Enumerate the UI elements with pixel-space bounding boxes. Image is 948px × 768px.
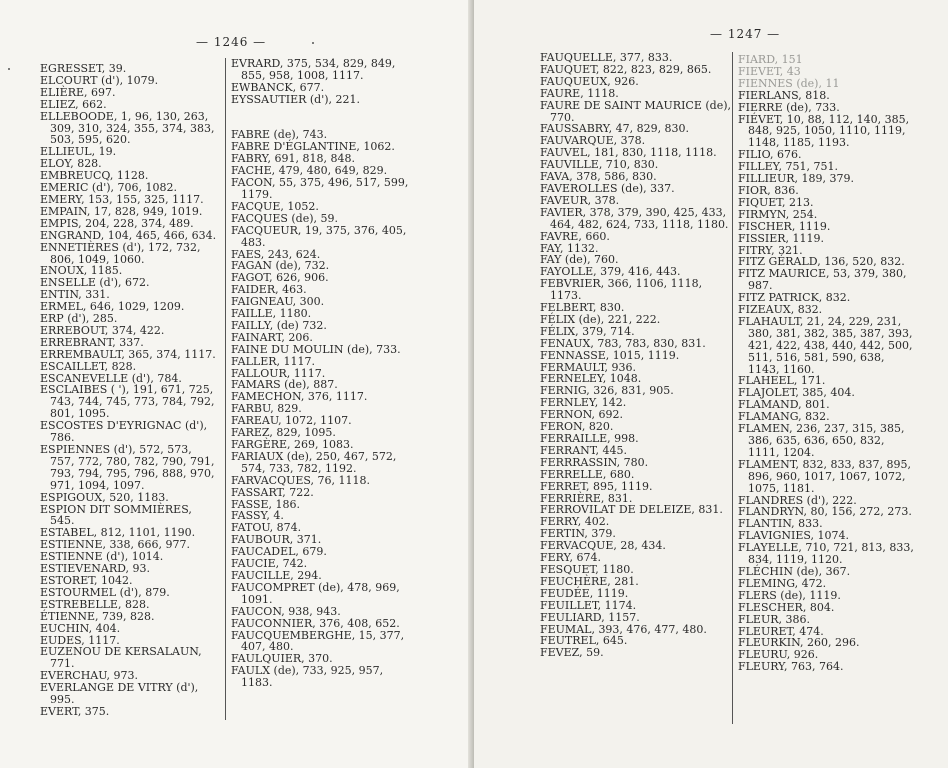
index-entry: FLESCHER, 804. xyxy=(738,600,835,614)
index-entry: FASSART, 722. xyxy=(231,485,314,499)
index-entry: FERON, 820. xyxy=(540,420,614,434)
right-page xyxy=(474,0,948,768)
index-entry: FIRMYN, 254. xyxy=(738,207,818,221)
index-entry: FALLOUR, 1117. xyxy=(231,366,326,380)
index-entry: FABRE (de), 743. xyxy=(231,128,328,142)
index-entry: FACHE, 479, 480, 649, 829. xyxy=(231,164,388,178)
index-entry: FEUTREL, 645. xyxy=(540,634,628,648)
index-entry: FERNON, 692. xyxy=(540,408,623,422)
index-entry: FAUCQUEMBERGHE, 15, 377, 407, 480. xyxy=(231,628,405,654)
index-entry: EUDES, 1117. xyxy=(40,633,120,647)
index-entry: FAUCADEL, 679. xyxy=(231,545,327,559)
index-entry: ESTOURMEL (d'), 879. xyxy=(40,585,170,599)
index-entry: FAUQUET, 822, 823, 829, 865. xyxy=(540,62,712,76)
index-entry: EUZENOU DE KERSALAUN, 771. xyxy=(40,645,202,671)
index-entry: FIZEAUX, 832. xyxy=(738,303,823,317)
index-entry: FITZ GÉRALD, 136, 520, 832. xyxy=(738,255,905,269)
index-entry: FENNASSE, 1015, 1119. xyxy=(540,348,680,362)
index-entry: FLAMEN, 236, 237, 315, 385, 386, 635, 636, 650, 832, 1111, 1204. xyxy=(738,422,905,459)
index-entry: FITZ MAURICE, 53, 379, 380, 987. xyxy=(738,267,907,293)
index-entry: EMPIS, 204, 228, 374, 489. xyxy=(40,216,194,230)
index-entry: FALLER, 1117. xyxy=(231,354,316,368)
index-entry: EMERIC (d'), 706, 1082. xyxy=(40,181,177,195)
index-entry: EMERY, 153, 155, 325, 1117. xyxy=(40,192,204,206)
index-entry: FÉLIX (de), 221, 222. xyxy=(540,312,661,326)
index-entry: FESQUET, 1180. xyxy=(540,562,634,576)
index-entry: ESCANEVELLE (d'), 784. xyxy=(40,371,182,385)
index-entry: FIÉVET, 10, 88, 112, 140, 385, 848, 925, 1050, 1110, 1119, 1148, 1185, 1193. xyxy=(738,112,910,150)
speck xyxy=(8,68,10,70)
index-entry: FAY, 1132. xyxy=(540,241,599,255)
index-entry: FAMARS (de), 887. xyxy=(231,378,338,392)
index-entry xyxy=(231,106,411,118)
index-entry: ESCOSTES D'EYRIGNAC (d'), 786. xyxy=(40,419,208,445)
index-entry: FARGÈRE, 269, 1083. xyxy=(231,438,354,451)
index-entry: FILLIEUR, 189, 379. xyxy=(738,172,854,186)
index-entry: ESTIENNE (d'), 1014. xyxy=(40,550,164,564)
index-entry: ERP (d'), 285. xyxy=(40,312,118,326)
index-entry: FEUDÉE, 1119. xyxy=(540,586,629,600)
index-entry: FEUCHÈRE, 281. xyxy=(540,574,639,588)
index-entry: ENNETIÈRES (d'), 172, 732, 806, 1049, 1060. xyxy=(40,240,201,266)
index-entry: FAGOT, 626, 906. xyxy=(231,271,329,285)
index-entry: FEUILLET, 1174. xyxy=(540,598,637,612)
index-entry: FIARD, 151 xyxy=(738,53,803,66)
index-entry: ESCAILLET, 828. xyxy=(40,359,137,373)
index-entry: FAMECHON, 376, 1117. xyxy=(231,390,368,404)
index-entry: FAUBOUR, 371. xyxy=(231,533,322,547)
index-entry: FLAMANG, 832. xyxy=(738,410,830,424)
index-entry: FIERRE (de), 733. xyxy=(738,100,840,114)
index-entry: FLEUR, 386. xyxy=(738,612,811,626)
index-entry: ERMEL, 646, 1029, 1209. xyxy=(40,300,185,314)
page-number: — 1246 — xyxy=(196,35,267,49)
index-entry: EWBANCK, 677. xyxy=(231,80,325,94)
index-entry: FAVIER, 378, 379, 390, 425, 433, 464, 482, 624, 733, 1118, 1180. xyxy=(540,205,729,231)
index-entry: FERROVILAT DE DELEIZE, 831. xyxy=(540,503,723,517)
index-entry: FACQUEUR, 19, 375, 376, 405, 483. xyxy=(231,223,407,249)
index-entry: FILIO, 676. xyxy=(738,148,802,162)
index-entry: EVERLANGE DE VITRY (d'), 995. xyxy=(40,681,199,707)
index-column-1 xyxy=(40,63,218,718)
index-entry: FÉLIX, 379, 714. xyxy=(540,324,635,338)
index-entry: ESTIENNE, 338, 666, 977. xyxy=(40,538,191,552)
index-entry: ENGRAND, 104, 465, 466, 634. xyxy=(40,228,217,242)
index-entry: FLEMING, 472. xyxy=(738,576,827,590)
index-entry: FERNIG, 326, 831, 905. xyxy=(540,384,674,398)
index-column-2 xyxy=(738,54,918,673)
index-entry: ÉTIENNE, 739, 828. xyxy=(40,609,155,623)
index-entry: FAREZ, 829, 1095. xyxy=(231,426,336,440)
index-entry: ESTIEVENARD, 93. xyxy=(40,562,151,576)
index-entry: ELCOURT (d'), 1079. xyxy=(40,73,159,87)
index-entry: FABRY, 691, 818, 848. xyxy=(231,152,355,166)
index-entry: FAUSSABRY, 47, 829, 830. xyxy=(540,122,690,136)
index-entry: FLAJOLET, 385, 404. xyxy=(738,386,855,400)
index-entry: ELLIEUL, 19. xyxy=(40,145,117,159)
index-entry: FAUCONNIER, 376, 408, 652. xyxy=(231,616,400,630)
index-entry: FISCHER, 1119. xyxy=(738,219,831,233)
index-entry: ELOY, 828. xyxy=(40,157,102,171)
index-entry: EGRESSET, 39. xyxy=(40,62,127,75)
index-entry: ESPIENNES (d'), 572, 573, 757, 772, 780, 782, 790, 791, 793, 794, 795, 796, 888, 970, 971, 1094, 1097. xyxy=(40,443,215,492)
index-entry: FIERLANS, 818. xyxy=(738,88,830,102)
index-entry: FARBU, 829. xyxy=(231,402,302,416)
index-entry: FAULQUIER, 370. xyxy=(231,652,333,666)
index-entry: FAILLY, (de) 732. xyxy=(231,318,327,332)
index-entry: FARVACQUES, 76, 1118. xyxy=(231,473,371,487)
index-entry: FLEURU, 926. xyxy=(738,648,819,662)
index-entry: FACON, 55, 375, 496, 517, 599, 1179. xyxy=(231,176,409,201)
index-entry: FACQUES (de), 59. xyxy=(231,211,339,225)
index-entry: FLEURET, 474. xyxy=(738,624,824,638)
index-entry: ENOUX, 1185. xyxy=(40,264,123,278)
index-entry: ESTABEL, 812, 1101, 1190. xyxy=(40,526,196,540)
index-entry: FILLEY, 751, 751. xyxy=(738,160,838,174)
index-entry: ERREBOUT, 374, 422. xyxy=(40,323,165,337)
index-entry: FERRRASSIN, 780. xyxy=(540,455,649,469)
index-entry: FIEVET, 43 xyxy=(738,64,801,78)
index-entry: FERNLEY, 142. xyxy=(540,396,627,410)
index-entry: ESTORET, 1042. xyxy=(40,573,133,587)
index-entry: FAULX (de), 733, 925, 957, 1183. xyxy=(231,664,384,690)
index-entry: FAUVARQUE, 378. xyxy=(540,134,646,148)
index-entry: FERVACQUE, 28, 434. xyxy=(540,539,666,553)
index-entry: FELBERT, 830. xyxy=(540,301,625,315)
index-entry: FAYOLLE, 379, 416, 443. xyxy=(540,265,681,279)
index-entry: ESCLAIBES ( '), 191, 671, 725, 743, 744, 745, 773, 784, 792, 801, 1095. xyxy=(40,383,215,421)
index-entry: FLÉCHIN (de), 367. xyxy=(738,564,851,578)
index-entry: FACQUE, 1052. xyxy=(231,199,319,213)
index-entry: EVERT, 375. xyxy=(40,704,110,718)
index-entry: FLANDRES (d'), 222. xyxy=(738,493,857,507)
index-entry: FAINE DU MOULIN (de), 733. xyxy=(231,342,401,356)
index-entry: ELIEZ, 662. xyxy=(40,97,107,111)
index-entry: FAES, 243, 624. xyxy=(231,247,321,261)
index-entry: FAVEROLLES (de), 337. xyxy=(540,181,675,195)
index-entry: FERRET, 895, 1119. xyxy=(540,479,653,493)
index-entry: FERRAILLE, 998. xyxy=(540,432,639,445)
column-divider xyxy=(225,58,226,720)
index-entry: FAURE DE SAINT MAURICE (de), 770. xyxy=(540,98,732,124)
index-entry: FAURE, 1118. xyxy=(540,86,619,100)
index-entry: FAINART, 206. xyxy=(231,330,313,344)
index-entry: ESTREBELLE, 828. xyxy=(40,597,150,611)
index-entry: ESPIGOUX, 520, 1183. xyxy=(40,490,169,504)
index-entry: FITRY, 321. xyxy=(738,243,803,257)
index-entry: FLERS (de), 1119. xyxy=(738,588,841,602)
index-entry: FISSIER, 1119. xyxy=(738,231,824,245)
index-entry: FERRELLE, 680. xyxy=(540,467,635,481)
index-entry: ENTIN, 331. xyxy=(40,288,110,302)
index-entry: FLAHAULT, 21, 24, 229, 231, 380, 381, 382, 385, 387, 393, 421, 422, 438, 440, 442, 500, 511, 516, 581, 590, 638, 1143, 1160. xyxy=(738,314,913,376)
index-entry: FAVRE, 660. xyxy=(540,229,610,243)
index-entry: ENSELLE (d'), 672. xyxy=(40,276,150,290)
index-entry: FIOR, 836. xyxy=(738,183,799,197)
index-entry: FAUCIE, 742. xyxy=(231,557,308,571)
index-entry: FAIDER, 463. xyxy=(231,283,307,297)
page-number: — 1247 — xyxy=(710,27,781,41)
index-entry: FLANDRYN, 80, 156, 272, 273. xyxy=(738,505,912,519)
index-entry: FLAYELLE, 710, 721, 813, 833, 834, 1119, 1120. xyxy=(738,541,914,567)
index-entry: FEULIARD, 1157. xyxy=(540,610,640,624)
index-entry: FAUCILLE, 294. xyxy=(231,568,322,582)
index-entry: FERRY, 402. xyxy=(540,515,610,529)
index-entry: FLAVIGNIES, 1074. xyxy=(738,529,850,543)
index-entry: FLEURKIN, 260, 296. xyxy=(738,636,860,650)
index-entry: FEVEZ, 59. xyxy=(540,646,604,660)
index-entry: FAGAN (de), 732. xyxy=(231,259,330,273)
index-entry: FAUVEL, 181, 830, 1118, 1118. xyxy=(540,146,717,160)
index-entry: FAUVILLE, 710, 830. xyxy=(540,158,659,172)
index-entry: FERY, 674. xyxy=(540,551,601,565)
index-entry: FASSY, 4. xyxy=(231,509,284,523)
index-entry: FAVEUR, 378. xyxy=(540,193,620,207)
index-entry: ERREMBAULT, 365, 374, 1117. xyxy=(40,347,216,361)
index-entry: FAUQUEUX, 926. xyxy=(540,74,639,88)
index-entry: FAUCON, 938, 943. xyxy=(231,604,341,618)
index-entry: FATOU, 874. xyxy=(231,521,302,535)
index-entry: FAILLE, 1180. xyxy=(231,307,312,321)
index-entry: FLAMENT, 832, 833, 837, 895, 896, 960, 1017, 1067, 1072, 1075, 1181. xyxy=(738,457,911,495)
index-entry: FARIAUX (de), 250, 467, 572, 574, 733, 782, 1192. xyxy=(231,449,397,475)
index-entry: FERRIÈRE, 831. xyxy=(540,491,633,505)
index-entry: EVERCHAU, 973. xyxy=(40,669,138,683)
index-entry: EUCHIN, 404. xyxy=(40,621,121,635)
index-entry: EMPAIN, 17, 828, 949, 1019. xyxy=(40,204,203,218)
index-entry: FERTIN, 379. xyxy=(540,527,616,541)
index-entry: ELIÈRE, 697. xyxy=(40,85,116,99)
index-entry: ELLEBOODE, 1, 96, 130, 263, 309, 310, 324, 355, 374, 383, 503, 595, 620. xyxy=(40,109,215,147)
index-entry: EYSSAUTIER (d'), 221. xyxy=(231,92,361,106)
index-entry: FENAUX, 783, 783, 830, 831. xyxy=(540,336,706,350)
index-column-1 xyxy=(540,52,736,659)
index-entry: FLEURY, 763, 764. xyxy=(738,660,844,674)
index-entry: ERREBRANT, 337. xyxy=(40,335,144,349)
index-entry: FAREAU, 1072, 1107. xyxy=(231,414,352,428)
index-entry: FASSE, 186. xyxy=(231,497,301,511)
index-entry: FIQUET, 213. xyxy=(738,195,814,209)
index-entry: FAUCOMPRET (de), 478, 969, 1091. xyxy=(231,580,400,606)
index-column-2 xyxy=(231,58,411,689)
index-entry: FAVA, 378, 586, 830. xyxy=(540,170,657,184)
index-entry: EMBREUCQ, 1128. xyxy=(40,169,149,183)
index-entry: ESPION DIT SOMMIÈRES, 545. xyxy=(40,502,192,528)
index-entry: FERRANT, 445. xyxy=(540,443,628,457)
index-entry: FEBVRIER, 366, 1106, 1118, 1173. xyxy=(540,277,703,303)
index-entry: FERMAULT, 936. xyxy=(540,360,637,374)
index-entry: FITZ PATRICK, 832. xyxy=(738,291,851,305)
index-entry: EVRARD, 375, 534, 829, 849, 855, 958, 1008, 1117. xyxy=(231,57,396,82)
speck xyxy=(312,42,314,44)
index-entry: FAUQUELLE, 377, 833. xyxy=(540,51,673,64)
index-entry: FAY (de), 760. xyxy=(540,253,619,267)
index-entry: FERNELEY, 1048. xyxy=(540,372,642,386)
index-entry: FLAMAND, 801. xyxy=(738,398,830,412)
index-entry: FAIGNEAU, 300. xyxy=(231,295,325,309)
index-entry: FLANTIN, 833. xyxy=(738,517,823,531)
index-entry: FEUMAL, 393, 476, 477, 480. xyxy=(540,622,707,636)
index-entry: FABRE D'ÉGLANTINE, 1062. xyxy=(231,140,395,154)
index-entry: FLAHEEL, 171. xyxy=(738,374,826,388)
index-entry: FIENNES (de), 11 xyxy=(738,76,840,90)
